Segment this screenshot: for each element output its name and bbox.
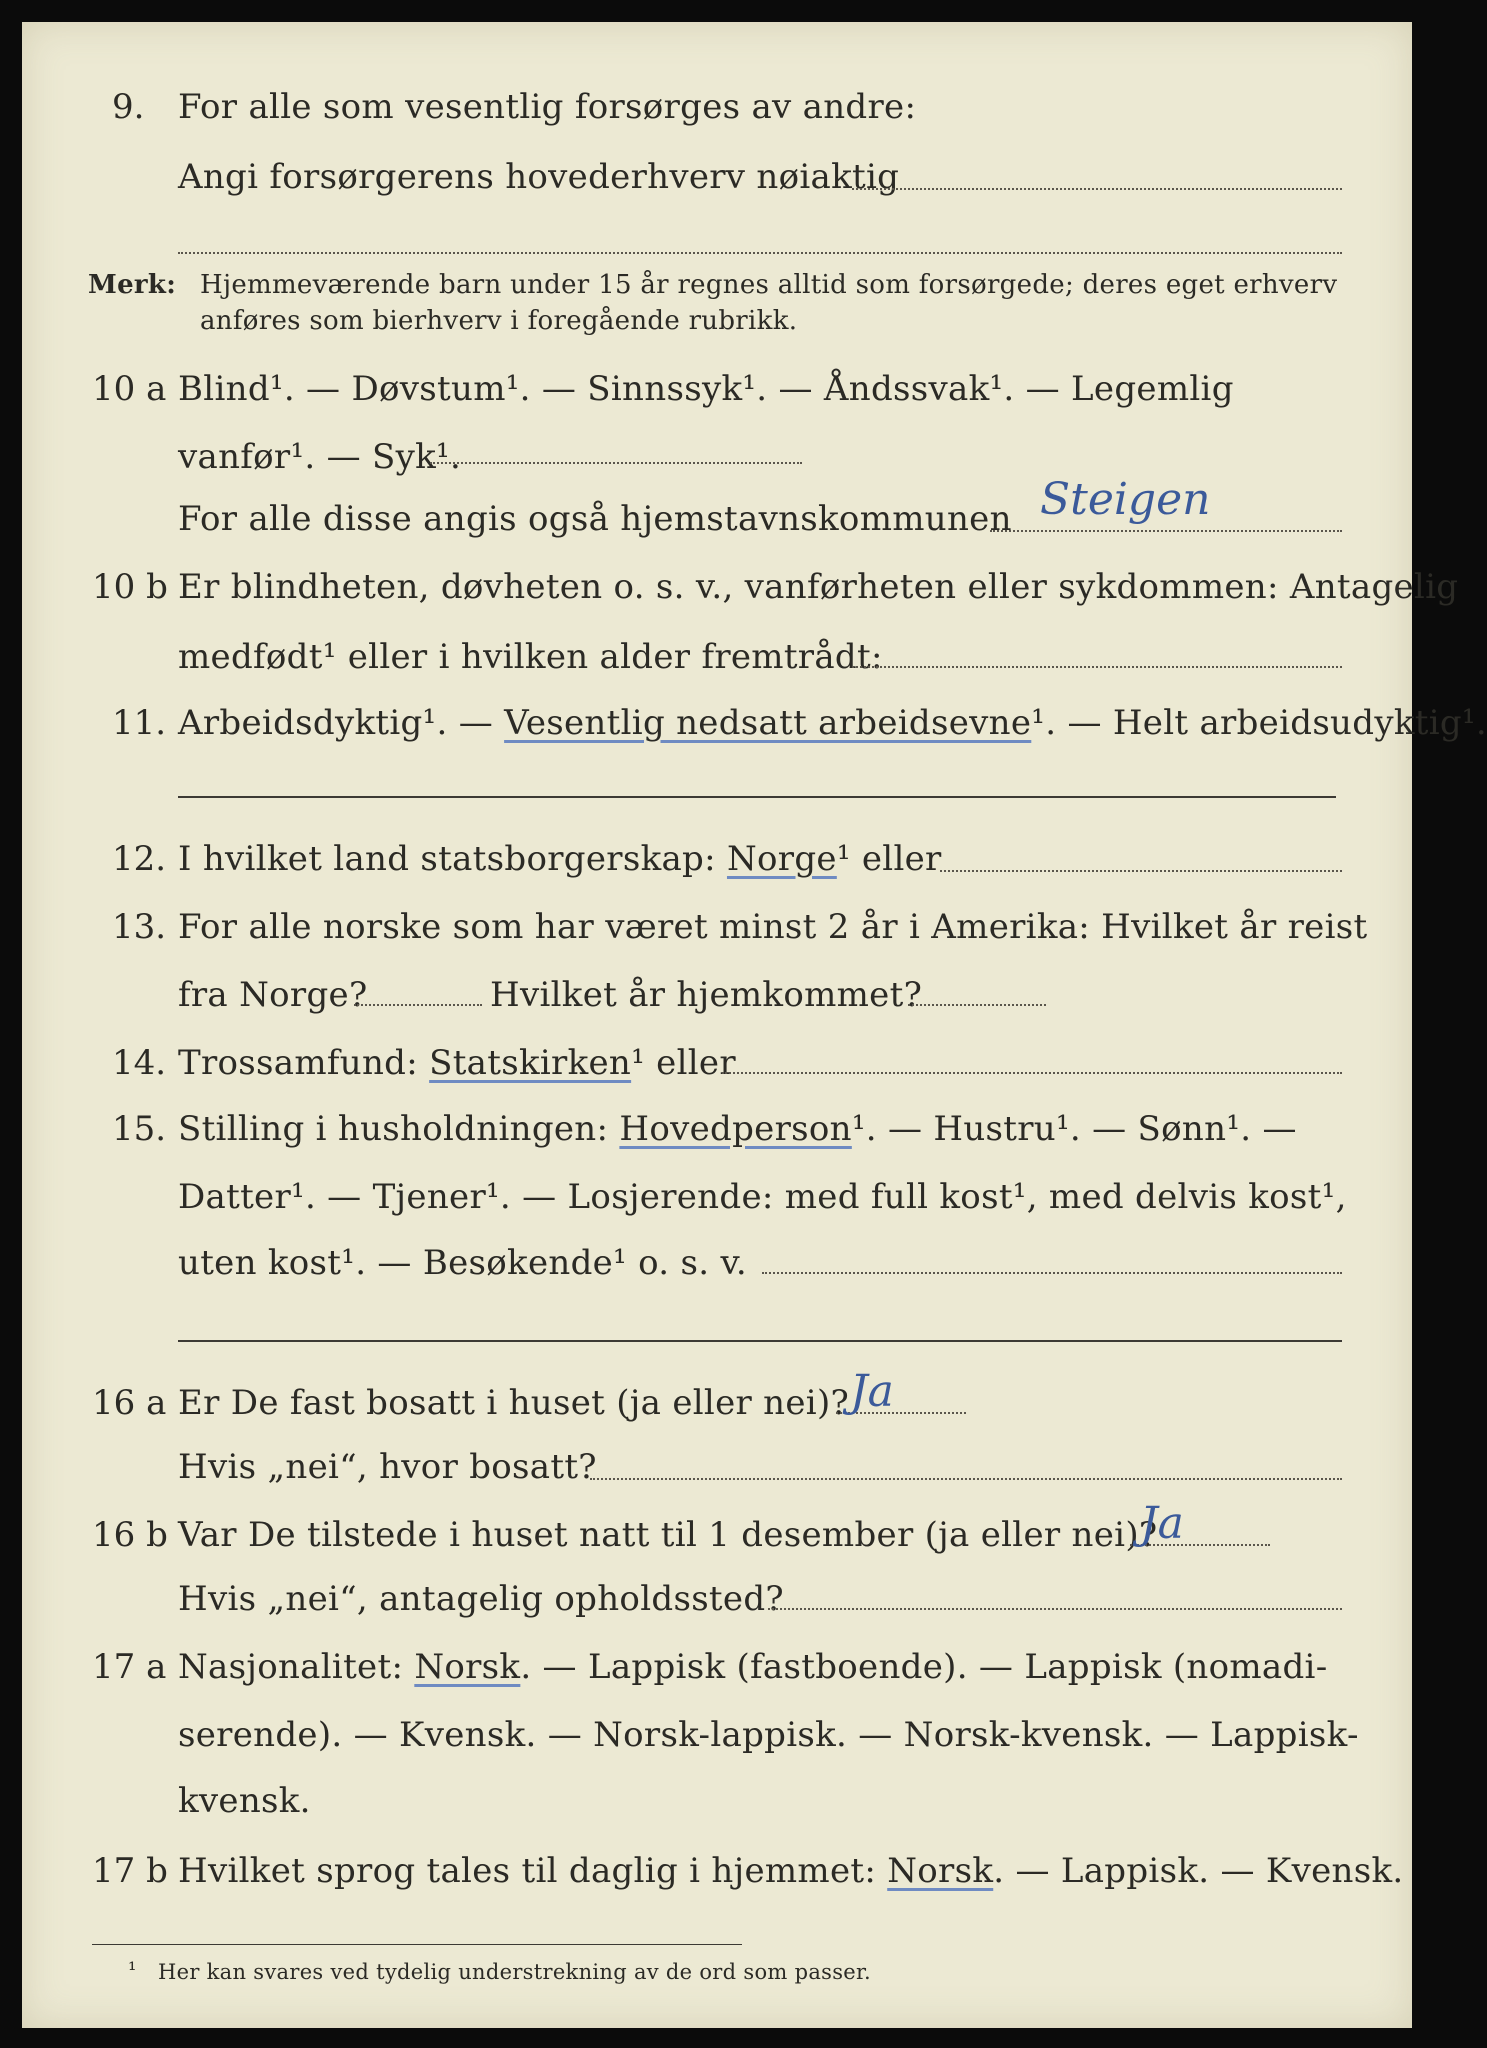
q15-number: 15. xyxy=(112,1109,167,1149)
q17a-line1: Nasjonalitet: Norsk. — Lappisk (fastboende). — Lappisk (nomadi- xyxy=(178,1647,1328,1687)
q17a-underlined-answer: Norsk xyxy=(414,1647,521,1687)
q10a-number: 10 a xyxy=(92,369,167,409)
q9-answer-line-2 xyxy=(178,252,1342,254)
merk-label: Merk: xyxy=(88,270,177,300)
q15-line1: Stilling i husholdningen: Hovedperson¹. — Hustru¹. — Sønn¹. — xyxy=(178,1109,1297,1149)
merk-line1: Hjemmeværende barn under 15 år regnes alltid som forsørgede; deres eget erhverv xyxy=(200,270,1338,300)
q13-number: 13. xyxy=(112,907,167,947)
q10b-line2: medfødt¹ eller i hvilken alder fremtrådt: xyxy=(178,637,883,677)
q13-line2b: Hvilket år hjemkommet? xyxy=(490,975,923,1015)
q10a-line2: vanfør¹. — Syk¹. xyxy=(178,437,462,477)
q11-separator xyxy=(178,796,1336,798)
q9-line2: Angi forsørgerens hovederhverv nøiaktig xyxy=(178,157,900,197)
q17b-number: 17 b xyxy=(92,1851,168,1891)
q17a-number: 17 a xyxy=(92,1647,167,1687)
q17b-text: Hvilket sprog tales til daglig i hjemmet: Norsk. — Lappisk. — Kvensk. xyxy=(178,1851,1404,1891)
q17b-underlined-answer: Norsk xyxy=(887,1851,994,1891)
q12-answer-line xyxy=(940,870,1342,872)
q9-answer-line xyxy=(852,188,1342,190)
q12-text: I hvilket land statsborgerskap: Norge¹ eller xyxy=(178,839,942,879)
q17a-line2: serende). — Kvensk. — Norsk-lappisk. — Norsk-kvensk. — Lappisk- xyxy=(178,1715,1359,1755)
q16a-number: 16 a xyxy=(92,1383,167,1423)
q12-number: 12. xyxy=(112,839,167,879)
q10a-line3: For alle disse angis også hjemstavnskommunen xyxy=(178,499,1012,539)
q13-line1: For alle norske som har været minst 2 år i Amerika: Hvilket år reist xyxy=(178,907,1368,947)
q11-underlined-answer: Vesentlig nedsatt arbeidsevne xyxy=(504,703,1032,743)
q16a-handwritten-answer: Ja xyxy=(850,1366,894,1417)
footnote-separator xyxy=(92,1944,742,1945)
q16a-line1: Er De fast bosatt i huset (ja eller nei)? xyxy=(178,1383,850,1423)
merk-line2: anføres som bierhverv i foregående rubrikk. xyxy=(200,306,798,336)
q10b-answer-line xyxy=(852,666,1342,668)
q16b-location-answer-line xyxy=(768,1608,1342,1610)
q10b-number: 10 b xyxy=(92,567,168,607)
q14-underlined-answer: Statskirken xyxy=(429,1043,632,1083)
footnote-text: Her kan svares ved tydelig understrekning av de ord som passer. xyxy=(158,1960,872,1984)
q14-number: 14. xyxy=(112,1043,167,1083)
q9-number: 9. xyxy=(112,87,145,127)
q15-underlined-answer: Hovedperson xyxy=(619,1109,852,1149)
q11-text: Arbeidsdyktig¹. — Vesentlig nedsatt arbeidsevne¹. — Helt arbeidsudyktig¹. xyxy=(178,703,1487,743)
q10b-line1: Er blindheten, døvheten o. s. v., vanførheten eller sykdommen: Antagelig xyxy=(178,567,1459,607)
q10a-answer-line xyxy=(990,530,1342,532)
q10a-handwritten-answer: Steigen xyxy=(1040,474,1211,525)
q15-line2: Datter¹. — Tjener¹. — Losjerende: med full kost¹, med delvis kost¹, xyxy=(178,1177,1347,1217)
q13-departure-answer-line xyxy=(354,1004,482,1006)
q14-text: Trossamfund: Statskirken¹ eller xyxy=(178,1043,736,1083)
q16a-line2: Hvis „nei“, hvor bosatt? xyxy=(178,1447,597,1487)
q10a-sick-answer-line xyxy=(430,462,802,464)
q11-number: 11. xyxy=(112,703,167,743)
q16b-line1: Var De tilstede i huset natt til 1 desember (ja eller nei)? xyxy=(178,1515,1158,1555)
q17a-line3: kvensk. xyxy=(178,1781,311,1821)
footnote-mark: ¹ xyxy=(128,1958,137,1982)
q16a-residence-answer-line xyxy=(590,1478,1342,1480)
q16b-line2: Hvis „nei“, antagelig opholdssted? xyxy=(178,1579,784,1619)
q16b-handwritten-answer: Ja xyxy=(1140,1498,1184,1549)
q13-return-answer-line xyxy=(908,1004,1046,1006)
q10a-line1: Blind¹. — Døvstum¹. — Sinnssyk¹. — Åndssvak¹. — Legemlig xyxy=(178,369,1234,409)
q12-underlined-answer: Norge xyxy=(726,839,837,879)
q15-answer-line xyxy=(762,1272,1342,1274)
q13-line2a: fra Norge? xyxy=(178,975,368,1015)
q16b-number: 16 b xyxy=(92,1515,168,1555)
q9-line1: For alle som vesentlig forsørges av andre: xyxy=(178,87,917,127)
q14-answer-line xyxy=(722,1072,1342,1074)
q15-separator xyxy=(178,1340,1342,1342)
q15-line3: uten kost¹. — Besøkende¹ o. s. v. xyxy=(178,1243,748,1283)
